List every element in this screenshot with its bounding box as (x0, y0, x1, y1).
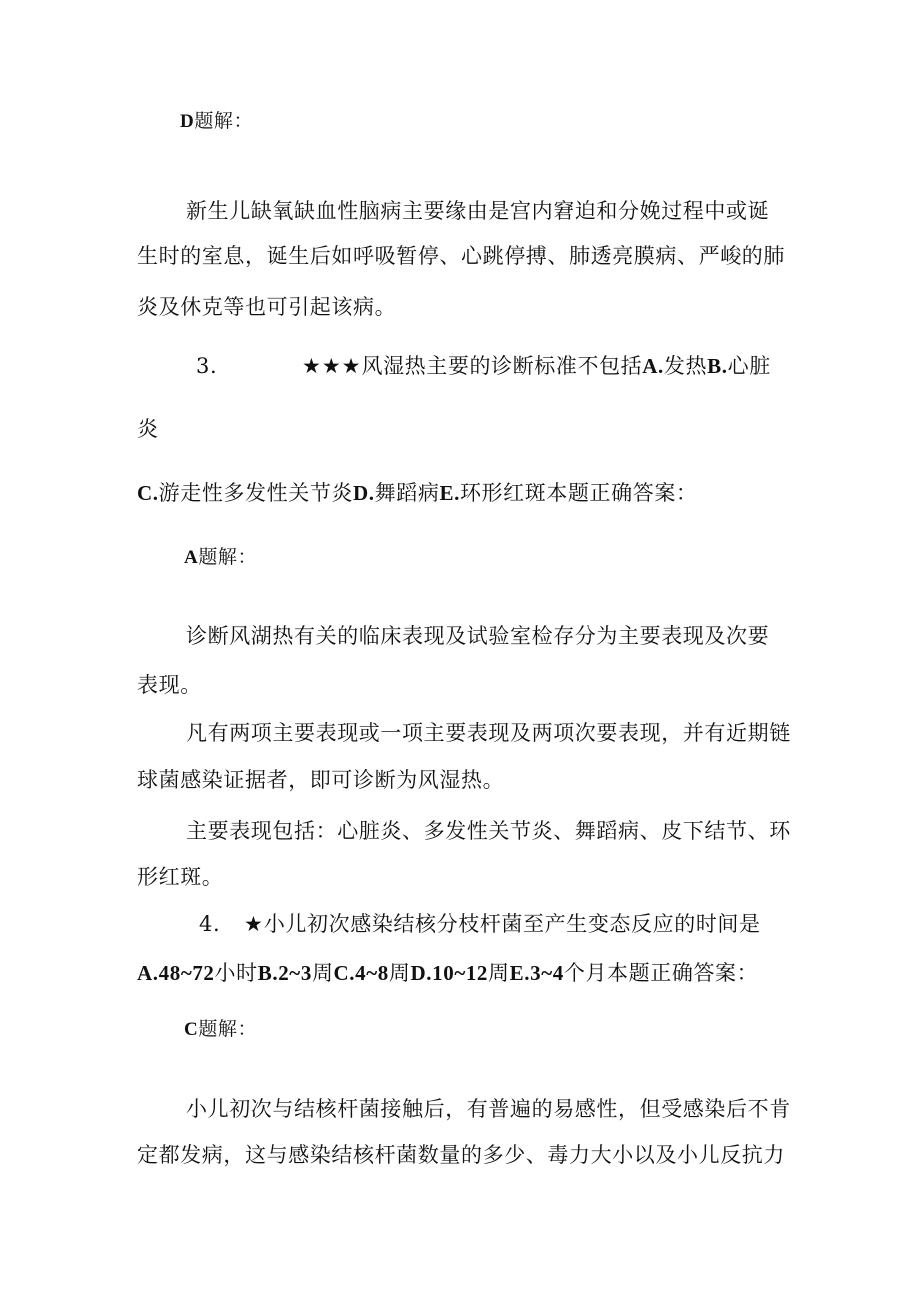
q3-option-b-text: 心脏 (727, 354, 771, 378)
q3-explanation-p3-line-1: 主要表现包括：心脏炎、多发性关节炎、舞蹈病、皮下结节、环 (186, 819, 791, 843)
q4-stem-line (244, 911, 761, 937)
q3-star-icon: ★★★ (302, 354, 362, 378)
q4-option-c-text: 周 (388, 961, 411, 985)
q3-options-line (137, 480, 698, 506)
q4-option-a-text: 小时 (214, 961, 258, 985)
q4-answer-letter: C (184, 1019, 199, 1040)
q3-option-c-text: 游走性多发性关节炎 (158, 481, 354, 505)
q2-explanation-line-2: 生时的室息，诞生后如呼吸暂停、心跳停搏、肺透亮膜病、严峻的肺 (137, 244, 785, 268)
q4-star-icon: ★ (244, 912, 264, 936)
q4-option-e-text: 个月本题正确答案： (563, 961, 759, 985)
q4-answer-label: 题解： (198, 1018, 258, 1040)
q3-stem-line (302, 353, 771, 379)
q4-option-b: B.2~3 (257, 961, 312, 985)
q3-option-e-letter: E. (439, 481, 460, 505)
q3-option-c-letter: C. (137, 481, 159, 505)
q3-number: 3. (196, 354, 218, 378)
q3-option-e-text: 环形红斑本题正确答案： (459, 481, 698, 505)
q4-option-b-text: 周 (311, 961, 334, 985)
q2-answer-label: 题解： (194, 110, 254, 132)
q4-option-a: A.48~72 (137, 961, 215, 985)
q3-explanation-p1-line-2: 表现。 (137, 673, 202, 697)
q4-option-e: E.3~4 (509, 961, 564, 985)
q2-explanation-line-1: 新生儿缺氧缺血性脑病主要缘由是宫内窘迫和分娩过程中或诞 (186, 199, 770, 223)
q4-option-d-text: 周 (488, 961, 510, 985)
q4-stem: 小儿初次感染结核分枝杆菌至产生变态反应的时间是 (263, 912, 761, 936)
q3-explanation-p2-line-2: 球菌感染证据者，即可诊断为风湿热。 (137, 768, 505, 792)
q2-explanation-line-3: 炎及休克等也可引起该病。 (137, 295, 397, 319)
q4-answer-line (184, 1016, 257, 1043)
q3-explanation-p2-line-1: 凡有两项主要表现或一项主要表现及两项次要表现，并有近期链 (186, 721, 791, 745)
q3-option-b-letter: B. (707, 354, 728, 378)
q3-option-d-text: 舞蹈病 (374, 481, 440, 505)
q3-option-a-letter: A. (642, 354, 664, 378)
q3-explanation-p3-line-2: 形红斑。 (137, 865, 224, 889)
q4-number: 4. (199, 912, 221, 936)
q3-stem: 风湿热主要的诊断标准不包括 (361, 354, 643, 378)
q4-option-d: D.10~12 (410, 961, 489, 985)
q3-option-a-text: 发热 (663, 354, 708, 378)
q2-answer-letter: D (180, 111, 195, 132)
q3-answer-label: 题解： (198, 546, 258, 568)
q3-explanation-p1-line-1: 诊断风湖热有关的临床表现及试验室检存分为主要表现及次要 (186, 624, 770, 648)
q3-answer-line (184, 544, 257, 571)
q4-explanation-line-1: 小儿初次与结核杆菌接触后，有普遍的易感性，但受感染后不肯 (186, 1097, 791, 1121)
q4-explanation-line-2: 定都发病，这与感染结核杆菌数量的多少、毒力大小以及小儿反抗力 (137, 1143, 785, 1167)
q3-option-b-continuation: 炎 (137, 417, 159, 441)
q4-options-line (137, 960, 758, 986)
q3-answer-letter: A (184, 547, 199, 568)
q2-answer-line (180, 108, 253, 135)
q3-option-d-letter: D. (353, 481, 375, 505)
q4-option-c: C.4~8 (333, 961, 389, 985)
